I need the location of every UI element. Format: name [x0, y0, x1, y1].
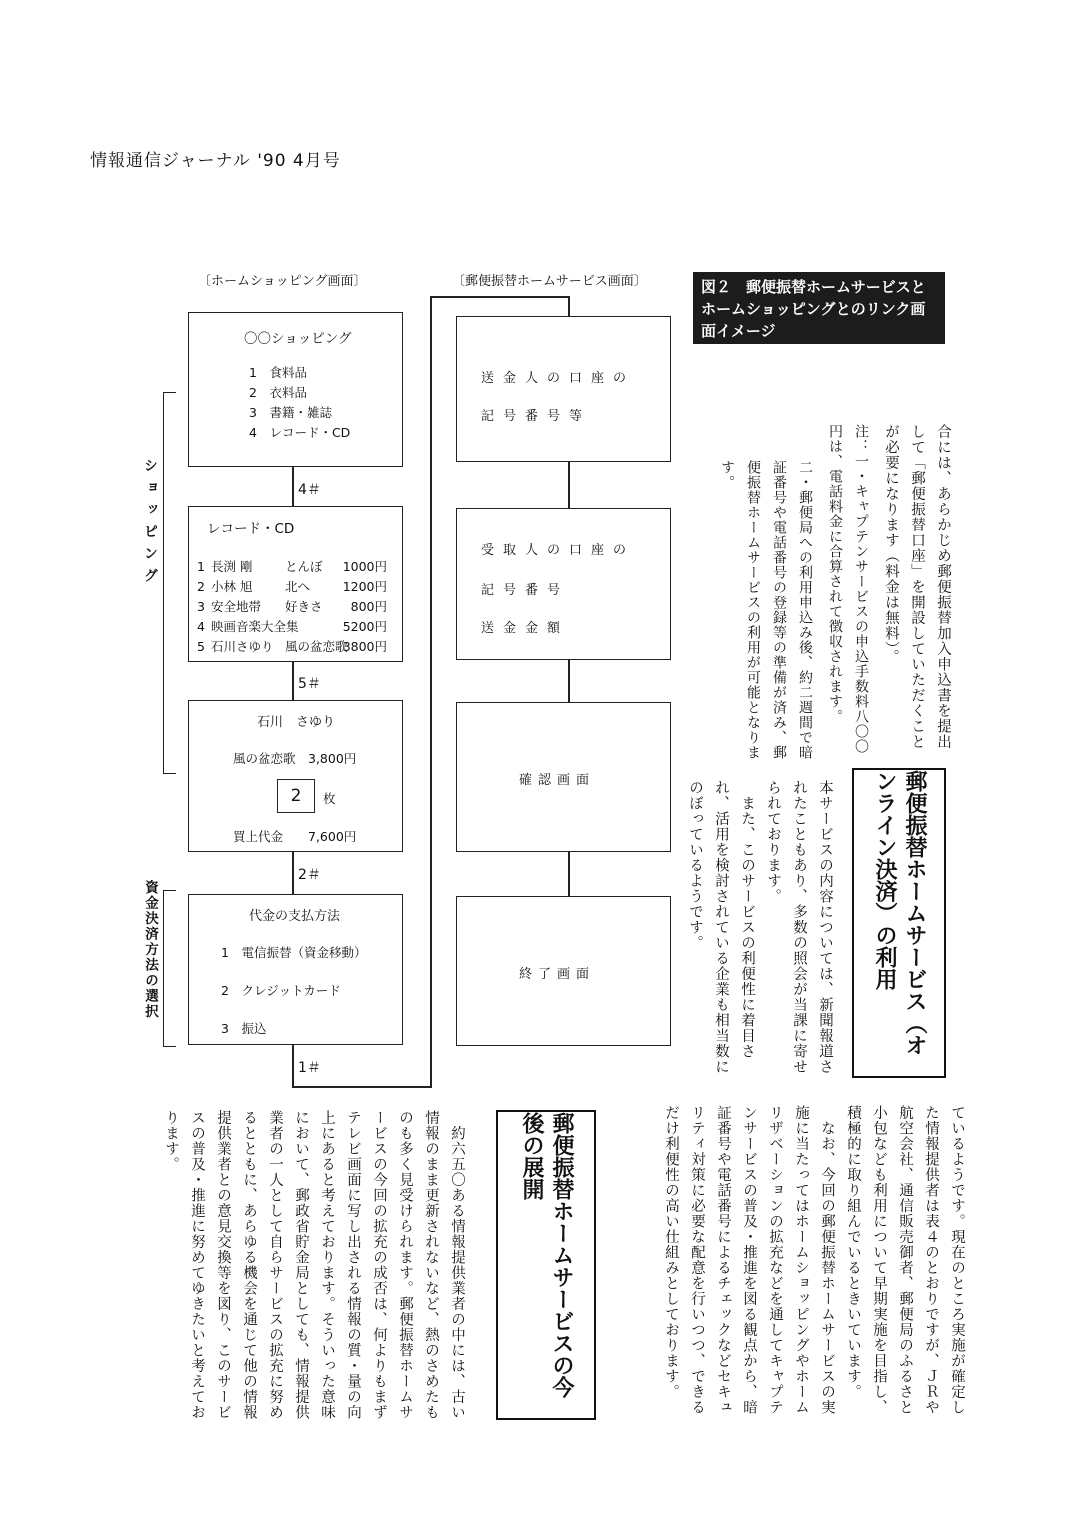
record-no: 4 [197, 619, 205, 634]
section-body-online-payment: 本サービスの内容については、新聞報道されたこともあり、多数の照会が当課に寄せられております。 また、このサービスの利便性に着目され、活用を検討されている企業も相当数にのぼっているようです。 [687, 780, 833, 1075]
key-label: 1＃ [298, 1060, 321, 1076]
connector-line [430, 296, 570, 298]
order-screen [188, 700, 403, 852]
body-text-upper: 合には、あらかじめ郵便振替加入申込書を提出して「郵便振替口座」を開設していただくことが必要になります（料金は無料）。 [883, 424, 951, 750]
record-list-screen [188, 506, 403, 662]
record-price: 1200円 [342, 579, 387, 594]
body-text-lower-right: ているようです。現在のところ実施が確定した情報提供者は表４のとおりですが、ＪＲや航空会社、通信販売御者、郵便局のふるさと小包なども利用について早期実施を目指し、積極的に取り組んでいるときいています。 なお、今回の郵便振替ホームサービスの実施に当たってはホームショッピングやホームリザベーションの拡充などを通してキャプテンサービスの普及・推進を図る観点から、暗証番号や電話番号によるチェックなどセキュリティ対策に必要な配意を行いつつ、できるだけ利便性の高い仕組みとしております。 [663, 1105, 965, 1415]
record-song: 風の盆恋歌 [285, 639, 348, 654]
record-row [197, 617, 397, 637]
section-title-future: 郵便振替ホームサービスの今後の展開 [496, 1110, 596, 1420]
shopping-menu-screen [188, 312, 403, 467]
total-amount: 買上代金 7,600円 [233, 829, 357, 844]
end-screen [456, 896, 671, 1046]
record-no: 1 [197, 559, 205, 574]
record-price: 3800円 [342, 639, 387, 654]
record-song: とんぼ [285, 559, 323, 574]
menu-item: 2 衣料品 [249, 385, 307, 400]
confirm-screen [456, 702, 671, 852]
record-price: 5200円 [342, 619, 387, 634]
journal-header: 情報通信ジャーナル '90 4月号 [90, 151, 341, 171]
record-no: 3 [197, 599, 205, 614]
figure-title: 図２ 郵便振替ホームサービスとホームショッピングとのリンク画面イメージ [693, 272, 945, 344]
record-artist: 映画音楽大全集 [211, 619, 299, 634]
connector-line [292, 852, 294, 894]
screen-title: 〇〇ショッピング [244, 331, 352, 347]
payment-option: 3 振込 [221, 1021, 267, 1036]
record-song: 好きさ [285, 599, 323, 614]
record-artist: 安全地帯 [211, 599, 262, 614]
connector-line [568, 296, 570, 316]
connector-line [568, 660, 570, 702]
connector-line [292, 662, 294, 700]
screen-title: レコード・CD [207, 521, 295, 537]
shopping-bracket [163, 392, 176, 774]
screen-title: 代金の支払方法 [249, 909, 341, 924]
quantity-unit: 枚 [323, 791, 336, 806]
song-price: 風の盆恋歌 3,800円 [233, 751, 357, 766]
menu-item: 1 食料品 [249, 365, 307, 380]
connector-line [568, 852, 570, 896]
connector-line [292, 1086, 432, 1088]
note-1: 注：一・キャプテンサービスの申込手数料八〇〇円は、電話料金に合算されて徴収されます。 [827, 424, 869, 754]
connector-line [292, 466, 294, 506]
screen-line: 受取人の口座の [481, 543, 636, 558]
record-no: 5 [197, 639, 205, 654]
record-row [197, 577, 397, 597]
body-text-lower-left: 約六五〇ある情報提供業者の中には、古い情報のまま更新されないなど、熱のさめたものも多く見受けられます。郵便振替ホームサービスの今回の拡充の成否は、何よりもまずテレビ画面に写し出される情報の質・量の向上にあると考えております。そういった意味において、郵政省貯金局としても、情報提供業者の一人として自らサービスの拡充に努めるとともに、あらゆる機会を通じて他の情報提供業者との意見交換等を図り、このサービスの普及・推進に努めてゆきたいと考えております。 [163, 1110, 465, 1420]
screen-line: 終了画面 [519, 967, 596, 982]
record-row [197, 597, 397, 617]
menu-item: 4 レコード・CD [249, 425, 351, 440]
payment-side-label: 資金決済方法の選択 [142, 880, 158, 1020]
record-song: 北へ [285, 579, 311, 594]
left-column-label: 〔ホームショッピング画面〕 [198, 274, 367, 289]
section-title-online-payment: 郵便振替ホームサービス（オンライン決済）の利用 [852, 768, 946, 1078]
screen-line: 送金金額 [481, 621, 570, 636]
screen-line: 記号番号 [481, 583, 570, 598]
connector-line [292, 1045, 294, 1087]
artist-name: 石川 さゆり [257, 715, 336, 730]
payment-option: 2 クレジットカード [221, 983, 341, 998]
payment-bracket [163, 890, 176, 1047]
sender-account-screen [456, 316, 671, 462]
key-label: 2＃ [298, 867, 321, 883]
payment-option: 1 電信振替（資金移動） [221, 945, 367, 960]
shopping-side-label: ショッピング [142, 458, 158, 590]
note-2: 二・郵便局への利用申込み後、約二週間で暗証番号や電話番号の登録等の準備が済み、郵便振替ホームサービスの利用が可能となります。 [719, 460, 813, 760]
record-row [197, 557, 397, 577]
record-row [197, 637, 397, 657]
screen-line: 送金人の口座の [481, 371, 636, 386]
recipient-account-screen [456, 508, 671, 660]
record-artist: 長渕 剛 [211, 559, 253, 574]
right-column-label: 〔郵便振替ホームサービス画面〕 [452, 274, 647, 289]
record-no: 2 [197, 579, 205, 594]
connector-line [430, 296, 432, 1086]
screen-line: 確認画面 [519, 773, 596, 788]
screen-line: 記号番号等 [481, 409, 592, 424]
record-artist: 石川さゆり [211, 639, 274, 654]
key-label: 4＃ [298, 482, 321, 498]
connector-line [568, 462, 570, 508]
record-artist: 小林 旭 [211, 579, 253, 594]
record-price: 800円 [350, 599, 387, 614]
record-price: 1000円 [342, 559, 387, 574]
quantity-box: 2 [277, 779, 315, 813]
menu-item: 3 書籍・雑誌 [249, 405, 332, 420]
payment-method-screen [188, 894, 403, 1045]
key-label: 5＃ [298, 676, 321, 692]
